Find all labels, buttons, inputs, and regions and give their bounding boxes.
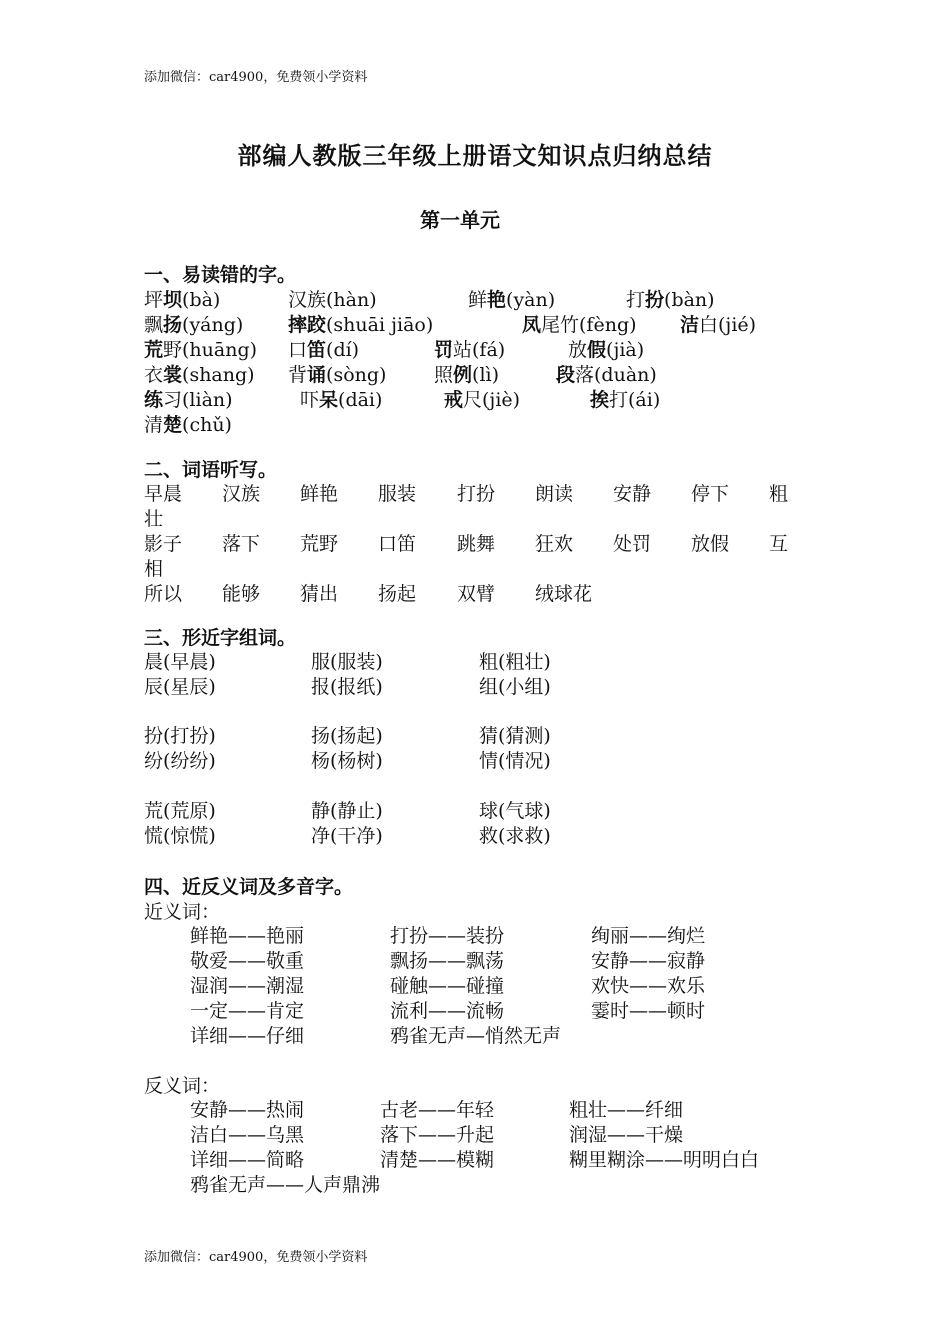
antonym-pair: 落下——升起 bbox=[380, 1124, 495, 1146]
dictation-word: 相 bbox=[144, 558, 164, 580]
similar-char-pair: 组(小组) bbox=[479, 676, 551, 698]
dictation-word: 打扮 bbox=[457, 483, 496, 505]
header-note: 添加微信：car4900，免费领小学资料 bbox=[144, 70, 368, 85]
synonym-pair: 流利——流畅 bbox=[390, 1000, 505, 1022]
antonym-pair: 详细——简略 bbox=[190, 1149, 305, 1171]
section-3-heading: 三、形近字组词。 bbox=[144, 627, 297, 649]
synonym-pair: 详细——仔细 bbox=[190, 1025, 305, 1047]
reading-word: 洁白(jié) bbox=[680, 314, 757, 336]
dictation-word: 早晨 bbox=[144, 483, 183, 505]
synonym-pair: 绚丽——绚烂 bbox=[591, 925, 706, 947]
similar-char-pair: 扬(扬起) bbox=[311, 725, 383, 747]
dictation-word: 汉族 bbox=[222, 483, 261, 505]
antonym-pair: 清楚——模糊 bbox=[380, 1149, 495, 1171]
antonym-pair: 安静——热闹 bbox=[190, 1099, 305, 1121]
antonym-pair: 粗壮——纤细 bbox=[569, 1099, 684, 1121]
similar-char-pair: 粗(粗壮) bbox=[479, 651, 551, 673]
antonym-pair: 润湿——干燥 bbox=[569, 1124, 684, 1146]
reading-word: 摔跤(shuāi jiāo) bbox=[288, 314, 434, 336]
antonyms-label: 反义词： bbox=[144, 1075, 221, 1097]
reading-word: 练习(liàn) bbox=[144, 389, 233, 411]
similar-char-pair: 报(报纸) bbox=[311, 676, 383, 698]
reading-word: 鲜艳(yàn) bbox=[468, 289, 556, 311]
synonym-pair: 安静——寂静 bbox=[591, 950, 706, 972]
dictation-word: 粗 bbox=[769, 483, 789, 505]
synonym-pair: 鲜艳——艳丽 bbox=[190, 925, 305, 947]
reading-word: 戒尺(jiè) bbox=[444, 389, 521, 411]
dictation-word: 朗读 bbox=[535, 483, 574, 505]
similar-char-pair: 静(静止) bbox=[311, 800, 383, 822]
reading-word: 段落(duàn) bbox=[556, 364, 657, 386]
similar-char-pair: 扮(打扮) bbox=[144, 725, 216, 747]
synonym-pair: 飘扬——飘荡 bbox=[390, 950, 505, 972]
similar-char-pair: 杨(杨树) bbox=[311, 750, 383, 772]
synonym-pair: 霎时——顿时 bbox=[591, 1000, 706, 1022]
similar-char-pair: 情(情况) bbox=[479, 750, 551, 772]
similar-char-pair: 救(求救) bbox=[479, 825, 551, 847]
dictation-word: 猜出 bbox=[300, 583, 339, 605]
similar-char-pair: 猜(猜测) bbox=[479, 725, 551, 747]
dictation-word: 能够 bbox=[222, 583, 261, 605]
synonym-pair: 一定——肯定 bbox=[190, 1000, 305, 1022]
section-2-heading: 二、词语听写。 bbox=[144, 459, 278, 481]
reading-word: 清楚(chǔ) bbox=[144, 414, 232, 436]
dictation-word: 安静 bbox=[613, 483, 652, 505]
reading-word: 衣裳(shang) bbox=[144, 364, 255, 386]
reading-word: 坪坝(bà) bbox=[144, 289, 221, 311]
dictation-word: 停下 bbox=[691, 483, 730, 505]
footer-note: 添加微信：car4900，免费领小学资料 bbox=[144, 1250, 368, 1265]
dictation-word: 绒球花 bbox=[535, 583, 593, 605]
synonym-pair: 碰触——碰撞 bbox=[390, 975, 505, 997]
antonym-pair: 古老——年轻 bbox=[380, 1099, 495, 1121]
reading-word: 飘扬(yáng) bbox=[144, 314, 244, 336]
dictation-word: 放假 bbox=[691, 533, 730, 555]
dictation-word: 口笛 bbox=[378, 533, 417, 555]
antonym-pair: 糊里糊涂——明明白白 bbox=[569, 1149, 760, 1171]
dictation-word: 鲜艳 bbox=[300, 483, 339, 505]
dictation-word: 互 bbox=[769, 533, 789, 555]
reading-word: 凤尾竹(fèng) bbox=[522, 314, 637, 336]
similar-char-pair: 服(服装) bbox=[311, 651, 383, 673]
reading-word: 口笛(dí) bbox=[288, 339, 360, 361]
synonym-pair: 打扮——装扮 bbox=[390, 925, 505, 947]
dictation-word: 跳舞 bbox=[457, 533, 496, 555]
reading-word: 吓呆(dāi) bbox=[300, 389, 383, 411]
dictation-word: 所以 bbox=[144, 583, 183, 605]
reading-word: 挨打(ái) bbox=[590, 389, 661, 411]
similar-char-pair: 晨(早晨) bbox=[144, 651, 216, 673]
section-4-heading: 四、近反义词及多音字。 bbox=[144, 876, 354, 898]
reading-word: 罚站(fá) bbox=[434, 339, 506, 361]
similar-char-pair: 净(干净) bbox=[311, 825, 383, 847]
reading-word: 放假(jià) bbox=[568, 339, 645, 361]
similar-char-pair: 荒(荒原) bbox=[144, 800, 216, 822]
dictation-word: 处罚 bbox=[613, 533, 652, 555]
dictation-word: 扬起 bbox=[378, 583, 417, 605]
dictation-word: 狂欢 bbox=[535, 533, 574, 555]
similar-char-pair: 球(气球) bbox=[479, 800, 551, 822]
synonym-pair: 敬爱——敬重 bbox=[190, 950, 305, 972]
reading-word: 照例(lì) bbox=[434, 364, 500, 386]
synonym-pair: 欢快——欢乐 bbox=[591, 975, 706, 997]
section-1-heading: 一、易读错的字。 bbox=[144, 264, 297, 286]
dictation-word: 荒野 bbox=[300, 533, 339, 555]
dictation-word: 服装 bbox=[378, 483, 417, 505]
similar-char-pair: 辰(星辰) bbox=[144, 676, 216, 698]
synonym-pair: 鸦雀无声—悄然无声 bbox=[390, 1025, 562, 1047]
similar-char-pair: 纷(纷纷) bbox=[144, 750, 216, 772]
unit-title: 第一单元 bbox=[420, 208, 500, 232]
page-title: 部编人教版三年级上册语文知识点归纳总结 bbox=[237, 142, 713, 170]
reading-word: 背诵(sòng) bbox=[288, 364, 387, 386]
antonym-pair: 鸦雀无声——人声鼎沸 bbox=[190, 1174, 381, 1196]
reading-word: 荒野(huāng) bbox=[144, 339, 258, 361]
reading-word: 打扮(bàn) bbox=[626, 289, 715, 311]
synonyms-label: 近义词： bbox=[144, 901, 221, 923]
dictation-word: 壮 bbox=[144, 508, 164, 530]
similar-char-pair: 慌(惊慌) bbox=[144, 825, 216, 847]
antonym-pair: 洁白——乌黑 bbox=[190, 1124, 305, 1146]
reading-word: 汉族(hàn) bbox=[288, 289, 377, 311]
synonym-pair: 湿润——潮湿 bbox=[190, 975, 305, 997]
dictation-word: 落下 bbox=[222, 533, 261, 555]
dictation-word: 双臂 bbox=[457, 583, 496, 605]
dictation-word: 影子 bbox=[144, 533, 183, 555]
